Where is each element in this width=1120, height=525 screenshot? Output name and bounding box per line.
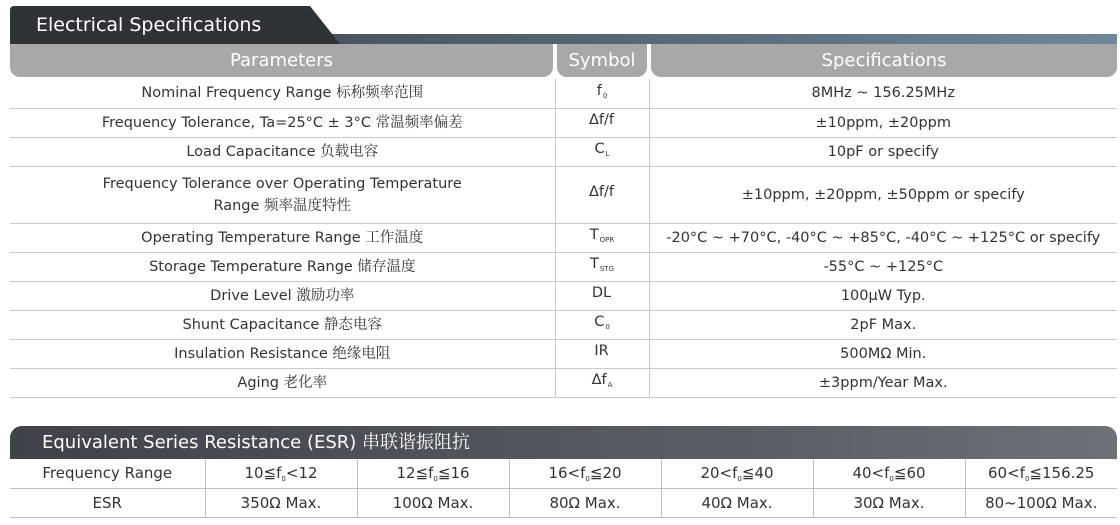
- spec-cell: 2pF Max.: [649, 310, 1117, 339]
- header-symbol: Symbol: [557, 44, 647, 77]
- param-cell: Aging 老化率: [10, 368, 555, 397]
- esr-cell: 80Ω Max.: [509, 488, 661, 517]
- table-row: [10, 137, 1117, 166]
- range-cell: $60<f_0≦156.25$: [965, 459, 1117, 488]
- table-row: [10, 79, 1117, 108]
- esr-value-row: [10, 488, 1117, 517]
- range-cell: $40<f_0≦60$: [813, 459, 965, 488]
- param-cell: Drive Level 激励功率: [10, 281, 555, 310]
- esr-cell: 100Ω Max.: [357, 488, 509, 517]
- table-row: [10, 310, 1117, 339]
- symbol-cell: Δf/f: [555, 108, 649, 137]
- table-row: [10, 252, 1117, 281]
- param-cell: Load Capacitance 负载电容: [10, 137, 555, 166]
- symbol-cell: $T_{STG}$: [555, 252, 649, 281]
- spec-cell: ±10ppm, ±20ppm: [649, 108, 1117, 137]
- param-cell: Nominal Frequency Range 标称频率范围: [10, 79, 555, 108]
- spec-cell: -55°C ~ +125°C: [649, 252, 1117, 281]
- esr-cell: 80~100Ω Max.: [965, 488, 1117, 517]
- esr-cell: 40Ω Max.: [661, 488, 813, 517]
- esr-cell: 30Ω Max.: [813, 488, 965, 517]
- symbol-cell: $T_{OPR}$: [555, 223, 649, 252]
- table-row: [10, 281, 1117, 310]
- range-label-cell: Frequency Range: [10, 459, 205, 488]
- symbol-cell: $\Delta f_A$: [555, 368, 649, 397]
- param-cell: Frequency Tolerance over Operating Temperature Range 频率温度特性: [10, 166, 555, 223]
- spec-cell: 100μW Typ.: [649, 281, 1117, 310]
- table-row: [10, 339, 1117, 368]
- symbol-cell: $C_L$: [555, 137, 649, 166]
- range-cell: $12≦f_0≦16$: [357, 459, 509, 488]
- header-parameters: Parameters: [10, 44, 553, 77]
- param-cell: Frequency Tolerance, Ta=25°C ± 3°C 常温频率偏差: [10, 108, 555, 137]
- spec-cell: 10pF or specify: [649, 137, 1117, 166]
- esr-section-title: Equivalent Series Resistance (ESR) 串联谐振阻抗: [42, 432, 471, 453]
- esr-range-row: [10, 459, 1117, 488]
- esr-cell: 350Ω Max.: [205, 488, 357, 517]
- range-cell: $16<f_0≦20$: [509, 459, 661, 488]
- range-cell: $20<f_0≦40$: [661, 459, 813, 488]
- symbol-cell: DL: [555, 281, 649, 310]
- section-title: Electrical Specifications: [36, 14, 262, 36]
- range-cell: $10≦f_0<12$: [205, 459, 357, 488]
- spec-cell: 8MHz ~ 156.25MHz: [649, 79, 1117, 108]
- param-cell: Operating Temperature Range 工作温度: [10, 223, 555, 252]
- spec-cell: 500MΩ Min.: [649, 339, 1117, 368]
- table-row: [10, 368, 1117, 397]
- esr-table: [10, 459, 1117, 518]
- symbol-cell: $f_0$: [555, 79, 649, 108]
- symbol-cell: IR: [555, 339, 649, 368]
- spec-cell: -20°C ~ +70°C, -40°C ~ +85°C, -40°C ~ +125°C or specify: [649, 223, 1117, 252]
- table-row: [10, 223, 1117, 252]
- param-cell: Shunt Capacitance 静态电容: [10, 310, 555, 339]
- param-cell: Insulation Resistance 绝缘电阻: [10, 339, 555, 368]
- table-row: [10, 108, 1117, 137]
- table-row: [10, 166, 1117, 223]
- param-cell: Storage Temperature Range 储存温度: [10, 252, 555, 281]
- spec-cell: ±10ppm, ±20ppm, ±50ppm or specify: [649, 166, 1117, 223]
- spec-table: [10, 79, 1117, 398]
- spec-cell: ±3ppm/Year Max.: [649, 368, 1117, 397]
- symbol-cell: $C_0$: [555, 310, 649, 339]
- esr-label-cell: ESR: [10, 488, 205, 517]
- symbol-cell: Δf/f: [555, 166, 649, 223]
- header-specifications: Specifications: [651, 44, 1117, 77]
